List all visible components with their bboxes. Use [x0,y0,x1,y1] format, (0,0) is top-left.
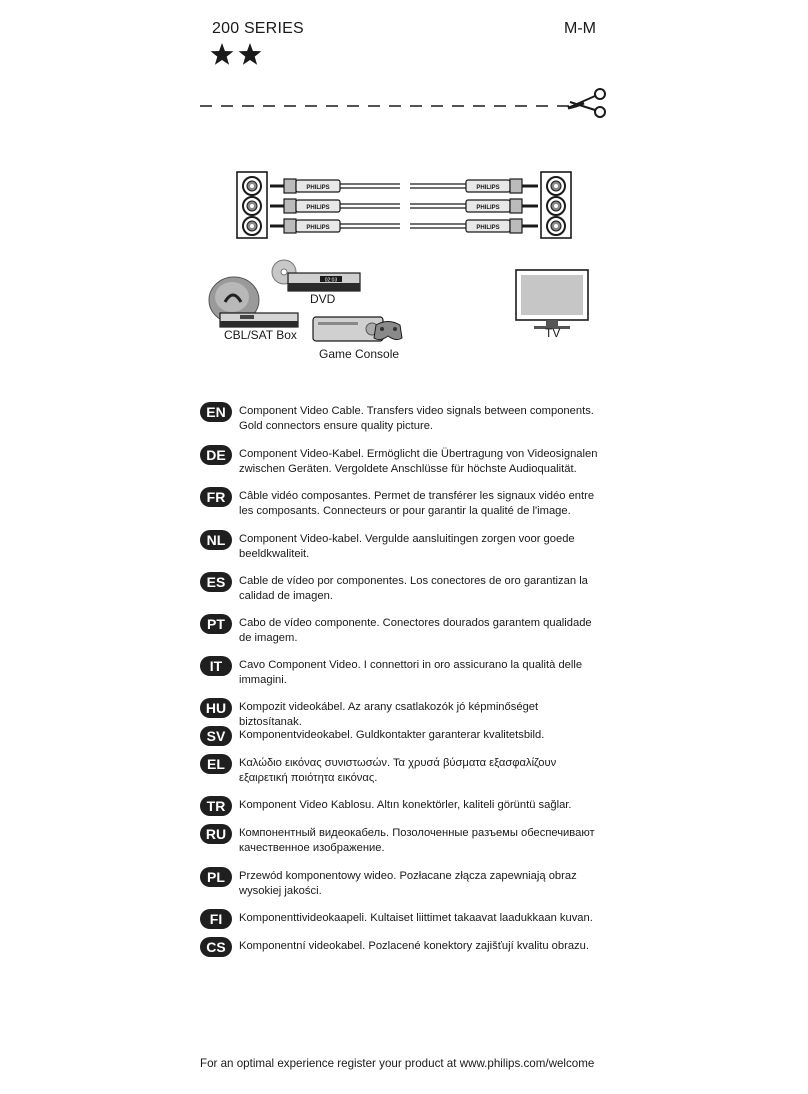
cblsat-label: CBL/SAT Box [224,328,297,342]
dvd-label: DVD [310,292,336,306]
series-title: 200 SERIES [212,20,304,37]
jack-icon [547,177,565,195]
language-description: Komponentní videokabel. Pozlacené konektory zajišťují kvalitu obrazu. [239,940,589,952]
language-badge: HU [200,698,232,718]
language-badge: TR [200,796,232,816]
register-footer: For an optimal experience register your product at www.philips.com/welcome [200,1057,595,1070]
jack-icon [547,197,565,215]
cable-brand: PHILIPS [306,205,330,211]
rca-cable-3 [270,219,538,233]
language-badge: CS [200,937,232,957]
language-description: Komponent Video Kablosu. Altın konektörler, kaliteli görüntü sağlar. [239,799,572,811]
language-description: Component Video Cable. Transfers video signals between components. Gold connectors ensure quality picture. [239,405,594,432]
rca-cable-2 [270,199,538,213]
language-description: Przewód komponentowy wideo. Pozłacane złącza zapewniają obraz wysokiej jakości. [239,870,577,897]
cut-line [198,84,610,124]
language-description: Компонентный видеокабель. Позолоченные разъемы обеспечивают качественное изображение. [239,827,595,854]
language-badge: FI [200,909,232,929]
left-jack-panel [237,172,267,238]
jack-icon [243,217,261,235]
language-badge: EN [200,402,232,422]
dvd-display: 02:03 [324,277,338,284]
language-badge: PL [200,867,232,887]
language-badge: NL [200,530,232,550]
cable-brand: PHILIPS [306,225,330,231]
language-description: Komponenttivideokaapeli. Kultaiset liittimet takaavat laadukkaan kuvan. [239,912,593,924]
tv-label: TV [545,326,561,340]
language-badge: EL [200,754,232,774]
language-badge: DE [200,445,232,465]
scissors-icon [568,89,605,117]
language-description: Component Video-Kabel. Ermöglicht die Übertragung von Videosignalen zwischen Geräten. Vergoldete Anschlüsse für höchste Audioqualität. [239,448,598,475]
language-badge: RU [200,824,232,844]
model-code: M-M [564,20,596,37]
cable-brand: PHILIPS [476,225,500,231]
cblsat-box-icon [209,277,298,327]
jack-icon [547,217,565,235]
dvd-player-icon [272,260,360,291]
language-description: Kompozit videokábel. Az arany csatlakozók jó képminőséget biztosítanak. [239,701,539,728]
language-description: Cabo de vídeo componente. Conectores dourados garantem qualidade de imagem. [239,617,592,644]
right-jack-panel [541,172,571,238]
language-badge: IT [200,656,232,676]
language-description: Câble vidéo composantes. Permet de transférer les signaux vidéo entre les composants. Connecteurs or pour garantir la qualité de l'image. [239,490,595,517]
language-description: Component Video-kabel. Vergulde aansluitingen zorgen voor goede beeldkwaliteit. [239,533,575,560]
language-badge: ES [200,572,232,592]
language-badge: PT [200,614,232,634]
jack-icon [243,177,261,195]
star-icon [239,43,262,65]
star-icon [211,43,234,65]
language-badge: SV [200,726,232,746]
language-description: Cavo Component Video. I connettori in oro assicurano la qualità delle immagini. [239,659,583,686]
game-console-icon [313,317,402,341]
language-badge: FR [200,487,232,507]
game-console-label: Game Console [319,347,400,361]
cable-brand: PHILIPS [306,185,330,191]
language-description: Καλώδιο εικόνας συνιστωσών. Τα χρυσά βύσματα εξασφαλίζουν εξαιρετική ποιότητα εικόνας. [239,757,557,784]
component-cable-set [270,179,538,233]
language-description: Komponentvideokabel. Guldkontakter garanterar kvalitetsbild. [239,729,545,741]
language-description: Cable de vídeo por componentes. Los conectores de oro garantizan la calidad de imagen. [239,575,588,602]
cable-brand: PHILIPS [476,185,500,191]
rating-stars [210,42,266,68]
cable-brand: PHILIPS [476,205,500,211]
jack-icon [243,197,261,215]
connection-diagram [0,160,808,360]
rca-cable-1 [270,179,538,193]
tv-icon [516,270,588,329]
